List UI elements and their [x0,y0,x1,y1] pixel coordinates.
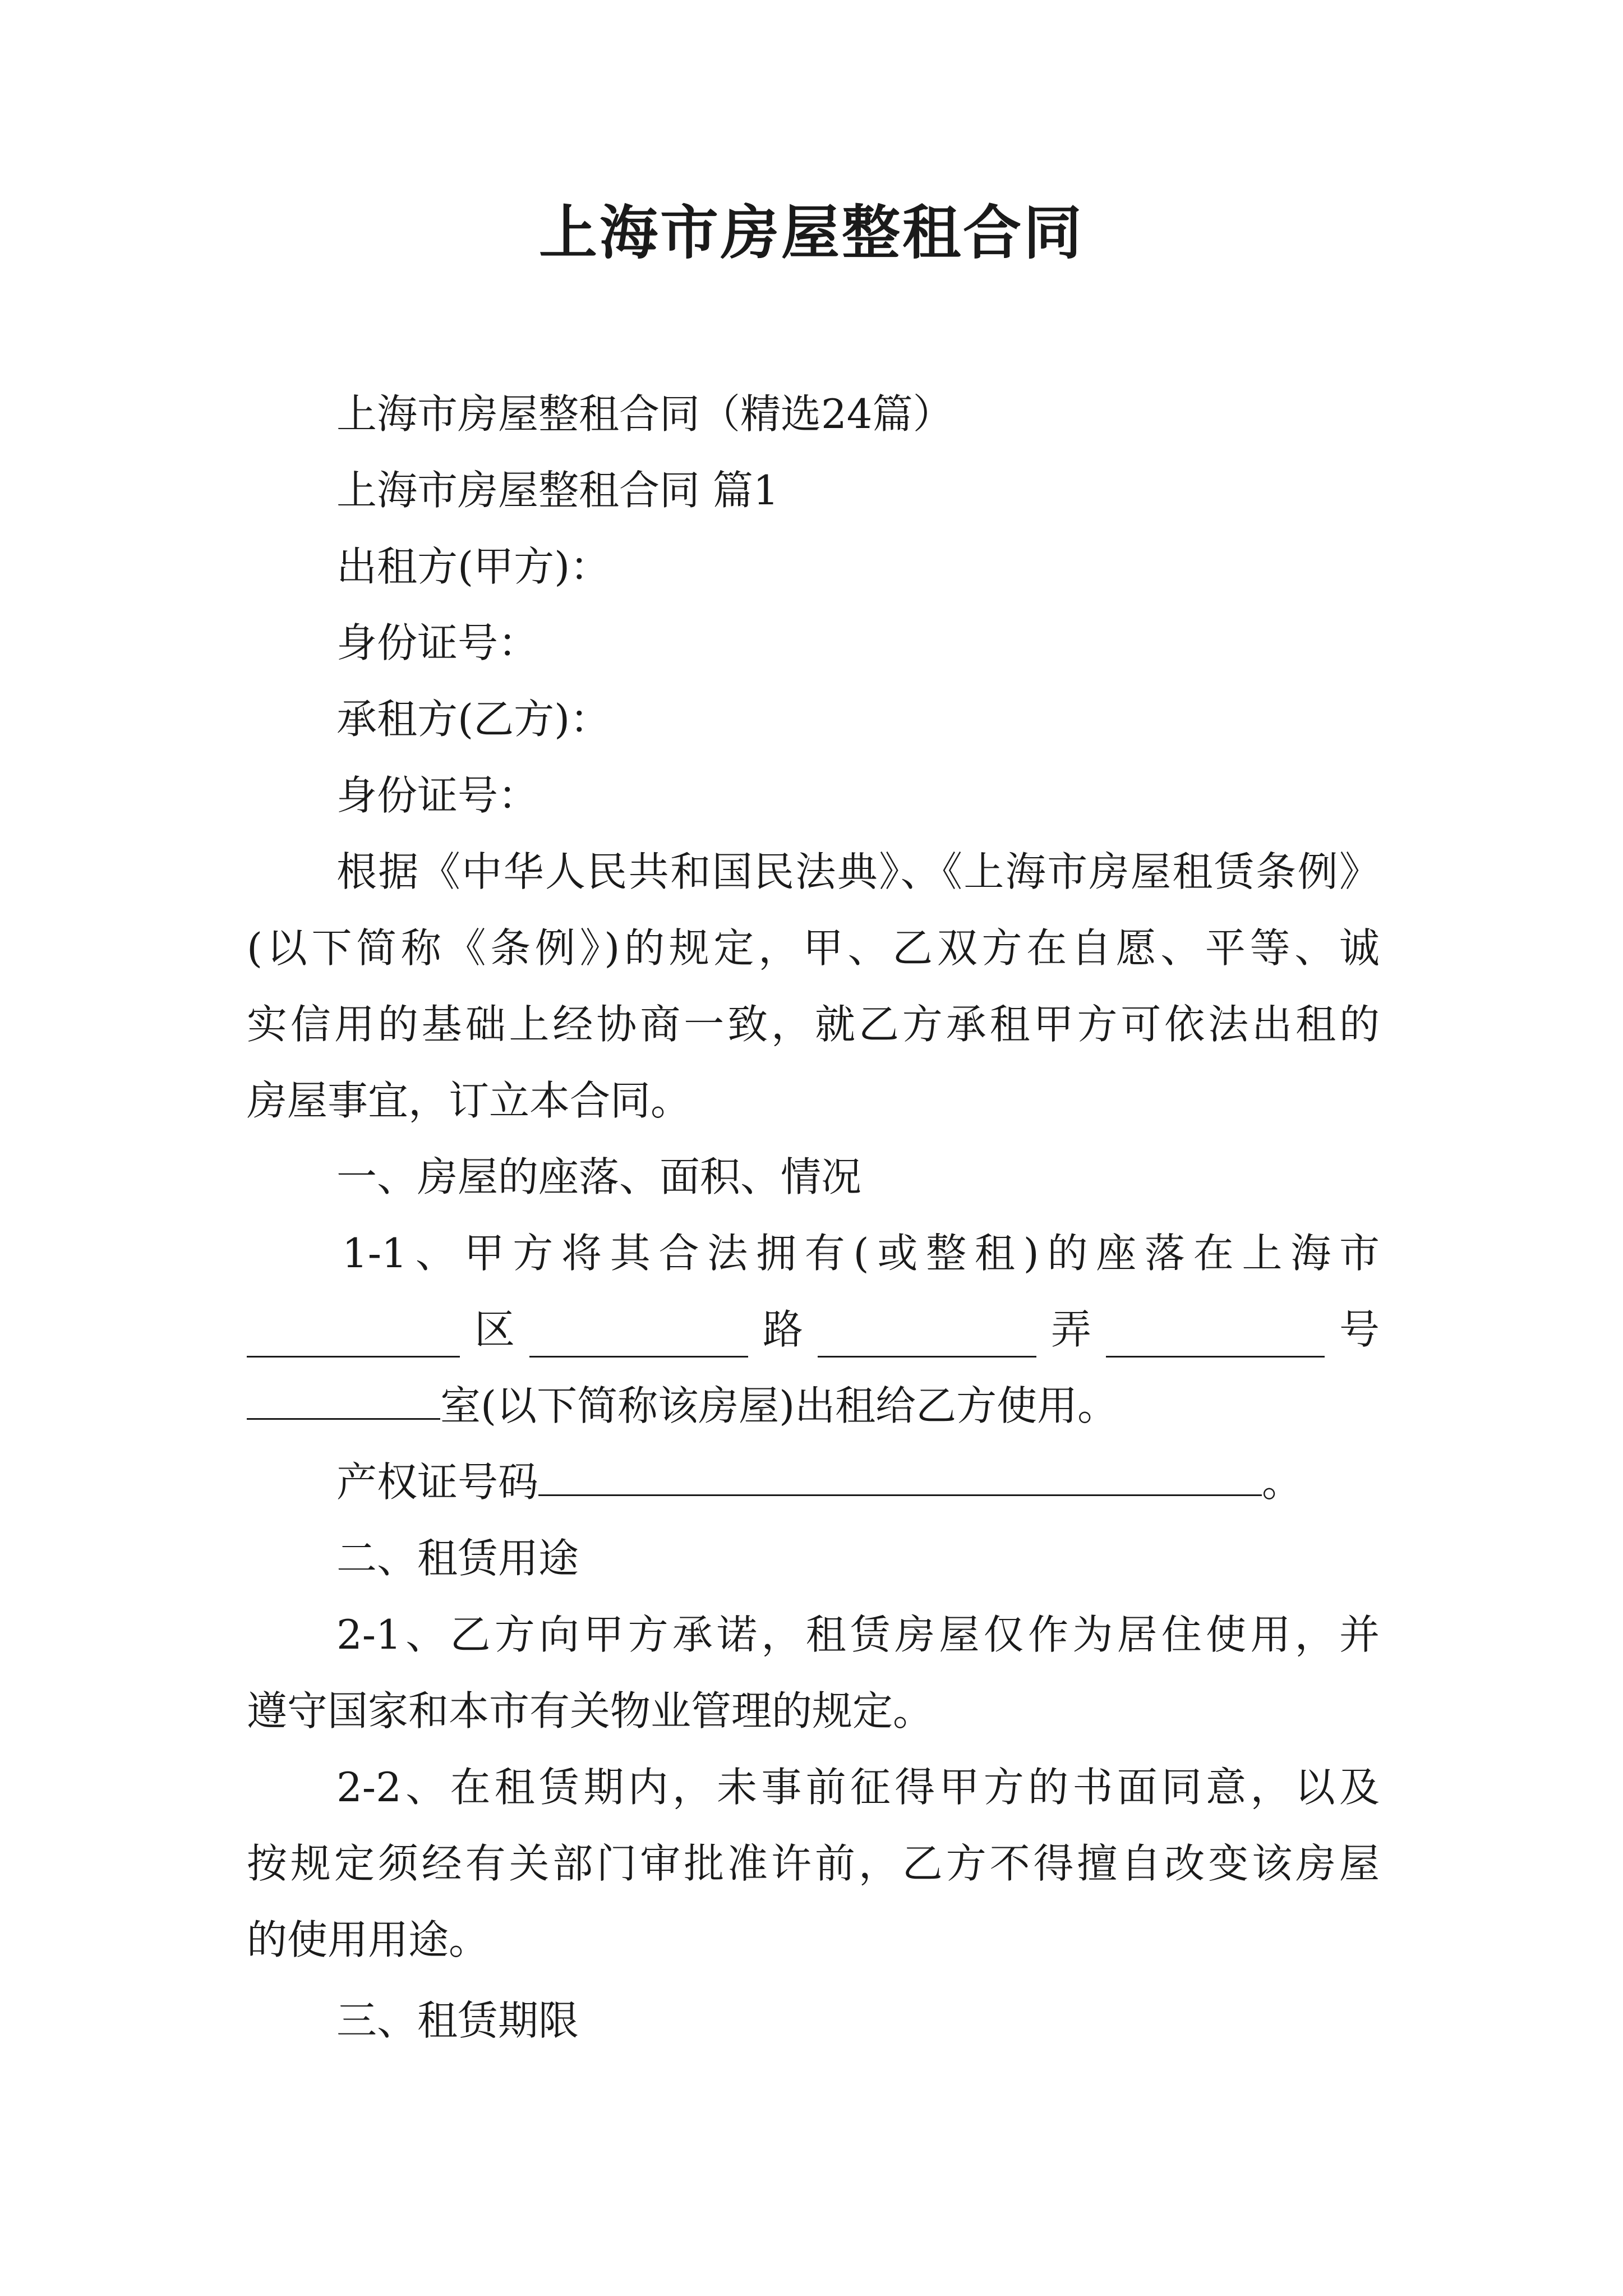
property-cert-row [336,1454,1302,1510]
section-heading: 三、租赁期限 [336,1997,579,2044]
clause-text-room: 室(以下简称该房屋)出租给乙方使用。 [247,1378,1380,1434]
blank-label: 号 [1339,1306,1380,1353]
lessor-label: 出租方(甲方)： [336,543,611,590]
district-blank [247,1321,460,1358]
clause-text: 遵守国家和本市有关物业管理的规定。 [247,1687,934,1734]
section-heading: 一、房屋的座落、面积、情况 [336,1153,862,1200]
blank-label: 弄 [1050,1306,1091,1353]
address-blanks-row [247,1301,1380,1358]
lane-blank [818,1321,1036,1358]
property-cert-end: 。 [1262,1458,1303,1506]
clause-text: 1-1、甲方将其合法拥有(或整租)的座落在上海市 [342,1230,1380,1277]
clause-text: 的使用用途。 [247,1916,490,1963]
document-subtitle: 上海市房屋整租合同（精选24篇） [336,390,953,438]
preamble-line: 实信用的基础上经协商一致，就乙方承租甲方可依法出租的 [247,1001,1380,1048]
clause-text: 2-1、乙方向甲方承诺，租赁房屋仅作为居住使用，并 [336,1611,1380,1658]
chapter-heading: 上海市房屋整租合同 篇1 [336,467,779,514]
room-blank [247,1383,440,1420]
road-blank [529,1321,748,1358]
property-cert-blank [538,1460,1262,1496]
lessee-label: 承租方(乙方)： [336,696,611,743]
document-title: 上海市房屋整租合同 [538,198,1084,267]
preamble-line: 房屋事宜，订立本合同。 [247,1077,691,1124]
blank-label: 区 [474,1306,515,1353]
preamble-line: (以下简称《条例》)的规定，甲、乙双方在自愿、平等、诚 [247,924,1380,972]
section-heading: 二、租赁用途 [336,1535,579,1582]
clause-text: 按规定须经有关部门审批准许前，乙方不得擅自改变该房屋 [247,1840,1380,1887]
clause-text: 2-2、在租赁期内，未事前征得甲方的书面同意，以及 [336,1764,1380,1811]
preamble-line: 根据《中华人民共和国民法典》、《上海市房屋租赁条例》 [336,848,1380,895]
number-blank [1106,1321,1325,1358]
property-cert-label: 产权证号码 [336,1458,539,1506]
blank-label: 路 [762,1306,803,1353]
lessor-id-label: 身份证号： [336,619,539,666]
lessee-id-label: 身份证号： [336,772,539,819]
